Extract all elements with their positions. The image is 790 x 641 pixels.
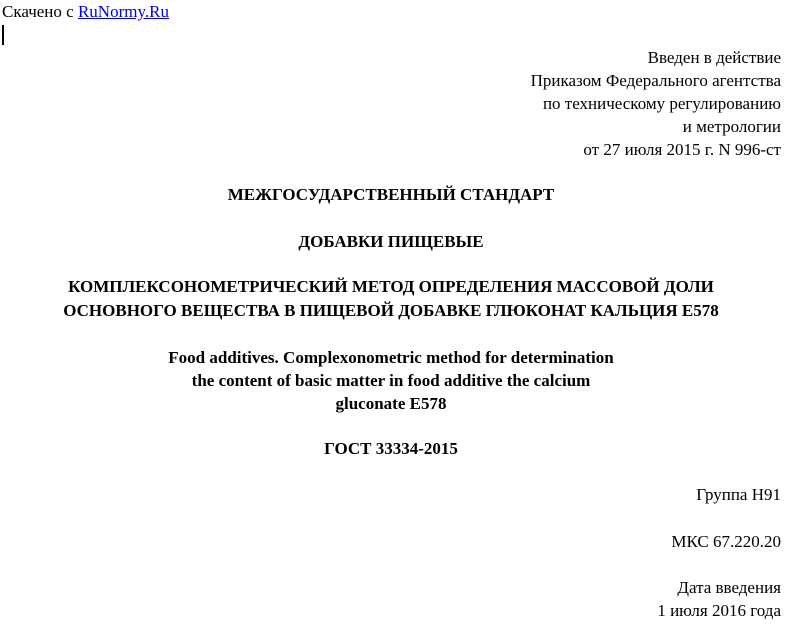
gost-designation: ГОСТ 33334-2015 (324, 439, 458, 458)
source-link[interactable]: RuNormy.Ru (77, 2, 169, 21)
title-ru-line: ОСНОВНОГО ВЕЩЕСТВА В ПИЩЕВОЙ ДОБАВКЕ ГЛЮКОНАТ КАЛЬЦИЯ Е578 (63, 301, 719, 320)
approval-block (531, 46, 781, 161)
title-russian (0, 275, 782, 323)
downloaded-prefix: Скачено с (2, 2, 78, 21)
intro-date: 1 июля 2016 года (657, 601, 781, 620)
title-en-line: Food additives. Complexonometric method for determination (168, 348, 614, 367)
title-english (0, 346, 782, 415)
title-en-line: gluconate E578 (335, 394, 447, 413)
title-en-line: the content of basic matter in food additive the calcium (191, 371, 591, 390)
title-ru-line: КОМПЛЕКСОНОМЕТРИЧЕСКИЙ МЕТОД ОПРЕДЕЛЕНИЯ МАССОВОЙ ДОЛИ (68, 277, 714, 296)
introduction-date-block (657, 576, 781, 622)
approval-line: по техническому регулированию (542, 94, 781, 113)
approval-line: от 27 июля 2015 г. N 996-ст (583, 140, 781, 159)
text-cursor (2, 25, 4, 45)
mks-code: МКС 67.220.20 (671, 532, 781, 551)
standard-group-heading: ДОБАВКИ ПИЩЕВЫЕ (298, 232, 484, 251)
approval-line: Приказом Федерального агентства (530, 71, 781, 90)
download-source-line (2, 2, 169, 22)
classification-group: Группа Н91 (696, 485, 781, 504)
intro-label: Дата введения (677, 578, 781, 597)
standard-type-heading: МЕЖГОСУДАРСТВЕННЫЙ СТАНДАРТ (227, 185, 555, 204)
approval-line: и метрологии (682, 117, 781, 136)
approval-line: Введен в действие (647, 48, 781, 67)
